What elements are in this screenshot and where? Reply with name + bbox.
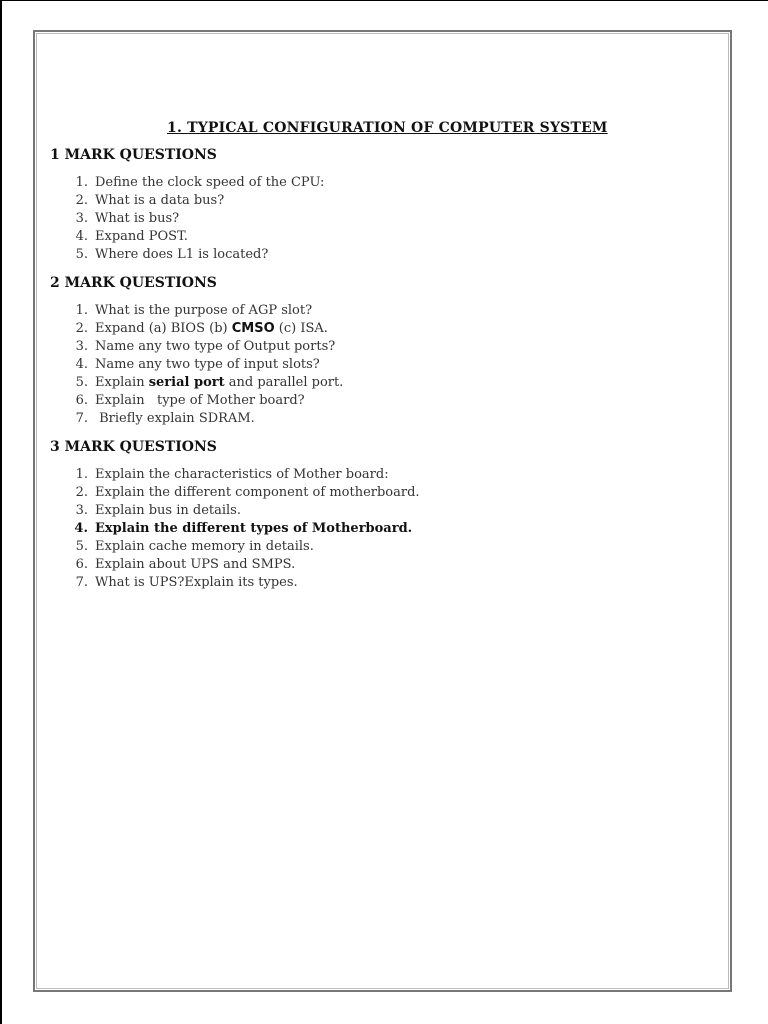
- question-number: 2.: [75, 321, 88, 336]
- question-item: [50, 538, 710, 556]
- question-number: 4.: [75, 229, 88, 244]
- question-text: What is bus?: [95, 211, 180, 226]
- question-text: Explain about UPS and SMPS.: [95, 557, 296, 572]
- question-number: 2.: [75, 485, 88, 500]
- question-item: [50, 574, 710, 592]
- question-text: Explain the different types of Motherboard.: [95, 521, 413, 536]
- section-heading: 1 MARK QUESTIONS: [50, 147, 217, 163]
- question-item: [50, 228, 710, 246]
- question-number: 1.: [75, 303, 88, 318]
- question-item: [50, 556, 710, 574]
- question-text: [95, 320, 328, 338]
- question-list: [50, 466, 710, 592]
- question-number: 5.: [75, 375, 88, 390]
- section-heading: 3 MARK QUESTIONS: [50, 439, 217, 455]
- question-list: [50, 174, 710, 264]
- question-text: Name any two type of input slots?: [95, 357, 320, 372]
- question-number: 7.: [75, 411, 88, 426]
- page-edge-top: [0, 0, 768, 1]
- question-text: Briefly explain SDRAM.: [95, 411, 255, 426]
- question-text-part: Expand (a) BIOS (b): [95, 321, 232, 336]
- question-text: Explain the characteristics of Mother board:: [95, 467, 389, 482]
- question-item: [50, 392, 710, 410]
- question-text: Expand POST.: [95, 229, 188, 244]
- question-item: [50, 192, 710, 210]
- question-text-part: Explain: [95, 375, 149, 390]
- question-text: What is UPS?Explain its types.: [95, 575, 298, 590]
- question-text: Name any two type of Output ports?: [95, 339, 336, 354]
- question-item: [50, 174, 710, 192]
- question-item: [50, 502, 710, 520]
- question-item: [50, 210, 710, 228]
- question-text: [95, 374, 343, 392]
- document-content: [50, 118, 710, 592]
- question-text: Explain cache memory in details.: [95, 539, 314, 554]
- question-number: 4.: [74, 521, 88, 536]
- question-text: Explain the different component of motherboard.: [95, 485, 420, 500]
- section-heading: 2 MARK QUESTIONS: [50, 275, 217, 291]
- question-number: 2.: [75, 193, 88, 208]
- question-item: [50, 246, 710, 264]
- question-number: 3.: [75, 211, 88, 226]
- question-text: What is the purpose of AGP slot?: [95, 303, 313, 318]
- question-item: [50, 484, 710, 502]
- question-text: Explain bus in details.: [95, 503, 241, 518]
- question-text: Explain type of Mother board?: [95, 393, 305, 408]
- question-number: 7.: [75, 575, 88, 590]
- question-item: [50, 520, 710, 538]
- question-item: [50, 466, 710, 484]
- question-text-part: (c) ISA.: [274, 321, 328, 336]
- question-number: 3.: [75, 503, 88, 518]
- question-text: What is a data bus?: [95, 193, 225, 208]
- question-number: 3.: [75, 339, 88, 354]
- question-number: 5.: [75, 539, 88, 554]
- question-text-bold: CMSO: [231, 321, 275, 336]
- section-2-mark: [50, 274, 710, 428]
- question-text-bold: serial port: [148, 375, 225, 390]
- question-item: [50, 320, 710, 338]
- question-item: [50, 410, 710, 428]
- section-1-mark: [50, 146, 710, 264]
- question-text: Where does L1 is located?: [95, 247, 269, 262]
- question-item: [50, 356, 710, 374]
- question-item: [50, 338, 710, 356]
- document-title: 1. TYPICAL CONFIGURATION OF COMPUTER SYSTEM: [167, 120, 608, 136]
- question-number: 6.: [75, 393, 88, 408]
- page-edge-left: [0, 0, 2, 1024]
- question-number: 1.: [75, 175, 88, 190]
- question-item: [50, 374, 710, 392]
- question-number: 5.: [75, 247, 88, 262]
- question-list: [50, 302, 710, 428]
- question-number: 1.: [75, 467, 88, 482]
- question-text: Define the clock speed of the CPU:: [95, 175, 325, 190]
- question-item: [50, 302, 710, 320]
- question-text-part: and parallel port.: [224, 375, 344, 390]
- question-number: 4.: [75, 357, 88, 372]
- question-number: 6.: [75, 557, 88, 572]
- section-3-mark: [50, 438, 710, 592]
